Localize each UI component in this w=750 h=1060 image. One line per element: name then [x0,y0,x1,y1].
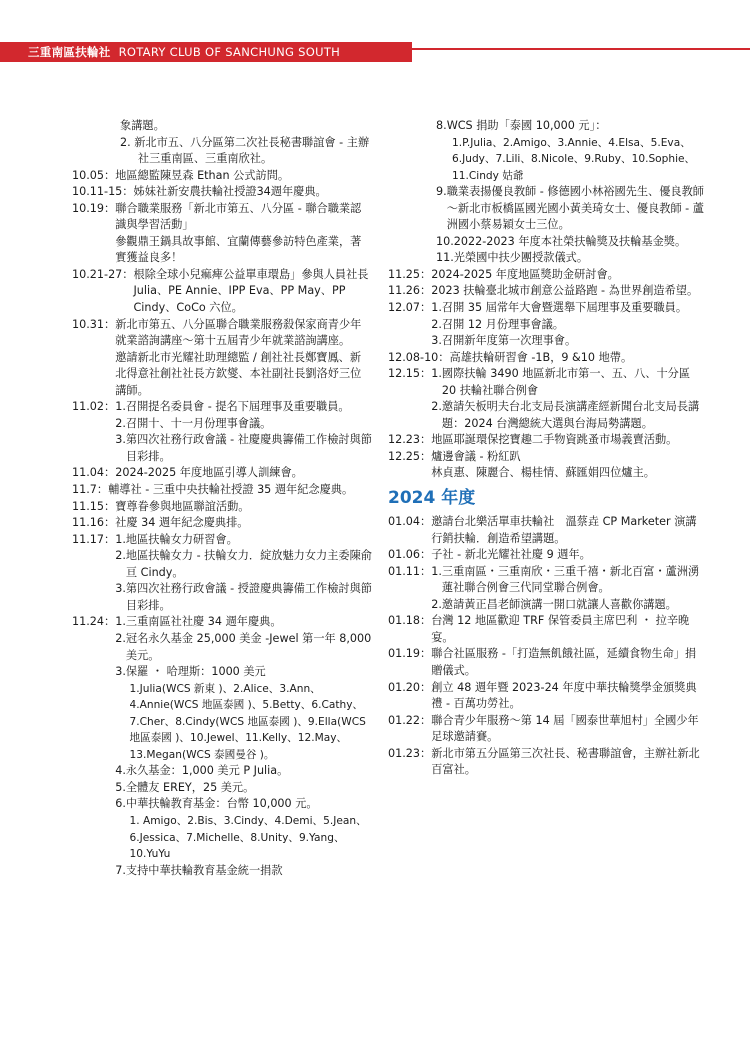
entry-date: 11.7： [72,483,109,497]
entry-text: 2024-2025 年度地區獎助金研討會。 [431,267,619,281]
entry-date: 11.24： [72,615,116,629]
list-item: 2. 邀請矢板明夫台北支局長演講產經新聞台北支局長講題：2024 台灣總統大選與台海局勢講題。 [431,400,700,430]
list-item: 2. 冠名永久基金 25,000 美金 -Jewel 第一年 8,000 美元。 [115,631,372,662]
timeline-entry [388,564,706,614]
entry-text: 爐邊會議 - 粉紅趴 [431,449,521,463]
entry-date: 12.15： [388,367,432,381]
entry-text: 邀請新北市光耀社助理總監 / 創社社長鄭寶鳳、新北得意社創社社長方欽燮、本社副社長劉洛妤三位講師。 [115,350,362,397]
list-item: 1. 召開 35 屆常年大會暨選舉下屆理事及重要職員。 [431,301,688,315]
page-header [0,0,750,64]
list-item: 1. 三重南區・三重南欣・三重千禧・新北百富・蘆洲湧蓮社聯合例會三代同堂聯合例會。 [431,564,700,595]
entry-text: 邀請台北樂活單車扶輪社 溫蔡垚 CP Marketer 演講行銷扶輪．創造希望講題。 [431,515,697,545]
list-item: 10. 2022-2023 年度本社榮扶輪獎及扶輪基金獎。 [436,234,687,248]
timeline-entry [388,713,706,746]
entry-date: 12.07： [388,301,432,315]
entry-text: 姊妹社新安農扶輪社授證34週年慶典。 [133,185,327,199]
list-item: 3. 第四次社務行政會議 - 授證慶典籌備工作檢討與節目彩排。 [115,582,372,612]
timeline-entry [72,465,372,482]
timeline-entry [72,499,372,516]
entry-text: 輔導社 - 三重中央扶輪社授證 35 週年紀念慶典。 [108,483,354,497]
timeline-entry [388,746,706,779]
entry-text: 2024-2025 年度地區引導人訓練會。 [115,466,303,480]
entry-date: 01.04： [388,515,432,529]
entry-date: 10.11-15： [72,185,134,199]
timeline-entry [388,547,706,564]
entry-date: 11.16： [72,516,116,530]
timeline-entry [72,317,372,400]
timeline-entry [72,482,372,499]
entry-text: 聯合青少年服務～第 14 屆「國泰世華旭村」全國少年足球邀請賽。 [431,713,699,744]
entry-text: 2023 扶輪臺北城市創意公益路跑 - 為世界創造希望。 [431,284,699,298]
entry-text: 聯合社區服務 -「打造無飢餓社區，延續食物生命」捐贈儀式。 [431,647,697,677]
left-column [72,118,372,879]
list-item: 6. 中華扶輪教育基金：台幣 10,000 元。 [115,797,318,811]
entry-date: 01.11： [388,564,432,578]
list-item: 8. WCS 捐助「泰國 10,000 元」： [436,119,607,132]
timeline-entry [388,283,706,300]
entry-text: 參觀鼎王鍋具故事館、宜蘭傳藝參訪特色產業，著實獲益良多！ [115,234,362,265]
list-item: 7. 支持中華扶輪教育基金統一捐款 [115,863,283,877]
list-item: 11. 光榮國中扶少團授款儀式。 [436,251,589,265]
entry-date: 12.25： [388,449,432,463]
continued-text: 象講題。 [120,119,165,132]
list-item: 4. 永久基金：1,000 美元 P Julia。 [115,764,289,778]
timeline-entry [72,184,372,201]
entry-date: 12.08-10： [388,350,450,364]
entry-date: 11.25： [388,267,432,281]
timeline-entry [72,168,372,185]
entry-date: 01.20： [388,680,432,694]
entry-date: 10.05： [72,168,116,182]
timeline-entry [388,646,706,679]
entry-text: 地區總監陳昱森 Ethan 公式訪問。 [115,168,290,182]
entry-date: 10.31： [72,317,116,331]
header-rule-line [405,48,750,50]
entry-date: 11.02： [72,400,116,414]
entry-text: 社慶 34 週年紀念慶典排。 [115,516,249,530]
list-item: 1. 國際扶輪 3490 地區新北市第一、五、八、十分區 20 扶輪社聯合例會 [431,367,691,397]
entry-date: 11.26： [388,284,432,298]
timeline-entry [388,613,706,646]
timeline-entry [72,515,372,532]
timeline-entry [72,201,372,267]
timeline-entry [72,532,372,615]
timeline-entry [388,350,706,367]
list-item: 1. 三重南區社社慶 34 週年慶典。 [115,615,282,629]
list-item: 3. 召開新年度第一次理事會。 [431,334,577,348]
entry-date: 01.19： [388,647,432,661]
timeline-entry [388,300,706,350]
entry-date: 10.19： [72,201,116,215]
list-item: 2. 召開 12 月份理事會議。 [431,317,564,331]
entry-date: 01.18： [388,614,432,628]
year-heading: 2024 年度 [388,488,476,509]
entry-text: 創立 48 週年暨 2023-24 年度中華扶輪獎學金頒獎典禮 - 百萬功勞社。 [431,680,697,711]
donor-list: 1.P.Julia、2.Amigo、3.Annie、4.Elsa、5.Eva、6.Judy、7.Lili、8.Nicole、9.Ruby、10.Sophie、11.Cindy 姑爺 [452,136,696,182]
list-item: 5. 全體友 EREY，25 美元。 [115,780,255,794]
entry-text: 子社 - 新北光耀社社慶 9 週年。 [431,548,591,562]
entry-text: 聯合職業服務「新北市第五、八分區 - 聯合職業認識與學習活動」 [115,201,362,232]
entry-date: 10.21-27： [72,267,134,281]
entry-date: 11.17： [72,532,116,546]
paul-harris-list: 1.Julia(WCS 新東 )、2.Alice、3.Ann、4.Annie(WCS 地區泰國 )、5.Betty、6.Cathy、7.Cher、8.Cindy(WCS 地區泰國 )、9.Ella(WCS 地區泰國 )、10.Jewel、11.Kelly、12.May、13.Megan(WCS 泰國曼谷 )。 [129,682,366,761]
entry-date: 11.04： [72,466,116,480]
timeline-entry [72,267,372,317]
entry-date: 11.15： [72,499,116,513]
list-item: 2. 邀請黃正昌老師演講一開口就讓人喜歡你講題。 [431,597,677,611]
club-name-chinese: 三重南區扶輪社 [28,45,111,59]
list-item: 2. 新北市五、八分區第二次社長秘書聯誼會 - 主辦社三重南區、三重南欣社。 [120,135,370,166]
entry-date: 01.06： [388,548,432,562]
entry-text: 台灣 12 地區歡迎 TRF 保管委員主席巴利 ・ 拉辛晚宴。 [431,614,690,644]
list-item: 2. 地區扶輪女力 - 扶輪女力．綻放魅力女力主委陳俞亘 Cindy。 [115,549,372,579]
timeline-entry [72,614,372,879]
club-name-english: ROTARY CLUB OF SANCHUNG SOUTH [118,45,341,59]
right-column [388,118,706,779]
entry-date: 01.23： [388,746,432,760]
timeline-entry [388,514,706,547]
timeline-entry [388,432,706,449]
list-item: 1. 召開提名委員會 - 提名下屆理事及重要職員。 [115,400,350,414]
entry-text: 地區耶誕環保挖寶趣二手物資跳蚤市場義賣活動。 [431,433,678,447]
timeline-entry [388,366,706,432]
education-fund-list: 1. Amigo、2.Bis、3.Cindy、4.Demi、5.Jean、6.Jessica、7.Michelle、8.Unity、9.Yang、10.YuYu [129,814,367,861]
entry-text: 高雄扶輪研習會 -1B，9 &10 地帶。 [449,350,633,364]
list-item: 3. 保羅 ・ 哈理斯：1000 美元 [115,665,266,679]
timeline-entry [388,680,706,713]
list-item: 2. 召開十、十一月份理事會議。 [115,416,272,430]
entry-text: 林貞惠、陳麗合、楊桂情、蘇匯娟四位爐主。 [431,466,655,480]
entry-text: 新北市第五、八分區聯合職業服務殺保家商青少年就業諮詢講座～第十五屆青少年就業諮詢講座。 [115,317,362,348]
list-item: 1. 地區扶輪女力研習會。 [115,532,238,546]
timeline-entry [388,449,706,482]
entry-text: 根除全球小兒痲痺公益單車環島」參與人員社長 Julia、PE Annie、IPP Eva、PP May、PP Cindy、CoCo 六位。 [133,267,369,315]
timeline-entry [388,267,706,284]
timeline-entry [72,399,372,465]
header-title [28,44,340,60]
entry-date: 12.23： [388,433,432,447]
list-item: 9. 職業表揚優良教師 - 修德國小林裕國先生、優良教師～新北市板橋區國光國小黃美琦女士、優良教師 - 蘆洲國小蔡易穎女士三位。 [436,185,704,232]
entry-text: 寶尊眷參與地區聯誼活動。 [115,499,250,513]
list-item: 3. 第四次社務行政會議 - 社慶慶典籌備工作檢討與節目彩排。 [115,433,372,463]
entry-text: 新北市第五分區第三次社長、秘書聯誼會，主辦社新北百富社。 [431,746,700,777]
entry-date: 01.22： [388,713,432,727]
